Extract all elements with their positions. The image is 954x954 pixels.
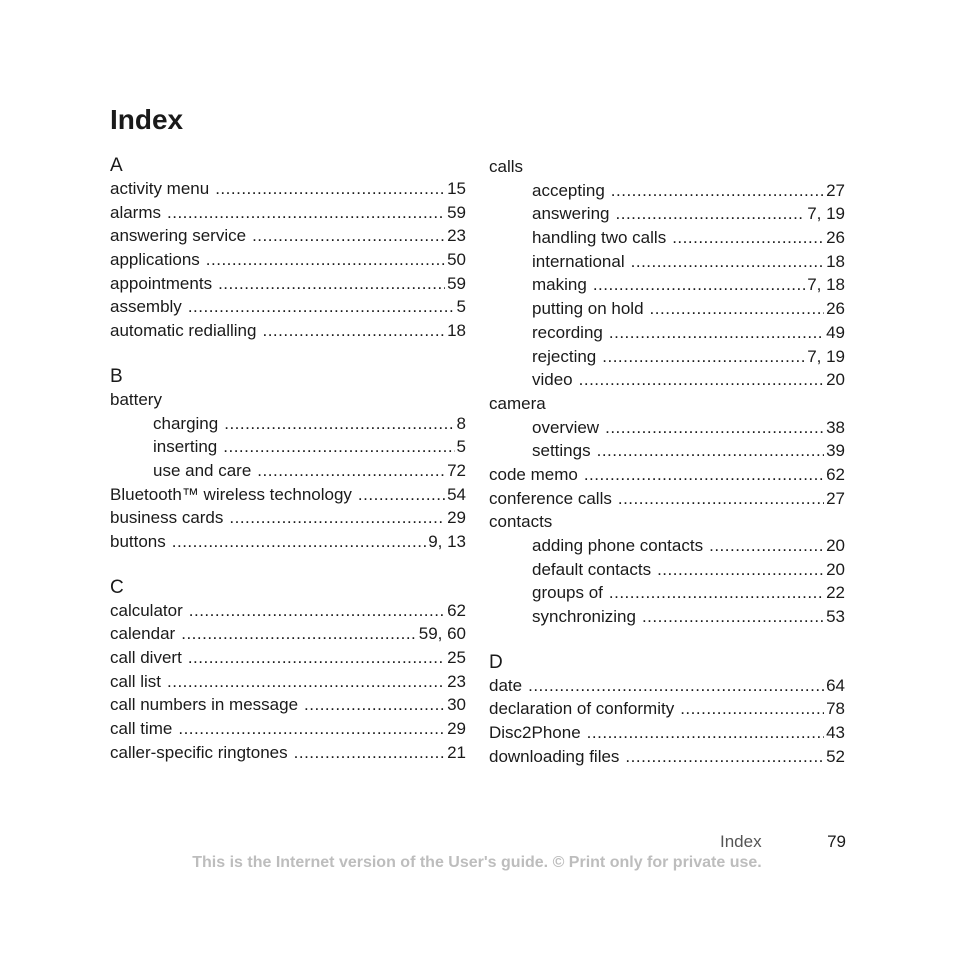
index-page-ref: 62 xyxy=(826,464,845,484)
index-entry xyxy=(110,622,466,646)
index-subentry xyxy=(489,345,845,369)
index-page-ref: 72 xyxy=(447,460,466,480)
dot-leader xyxy=(257,459,445,483)
dot-leader xyxy=(618,487,824,511)
index-page-ref: 5 xyxy=(456,437,466,457)
dot-leader xyxy=(680,697,824,721)
dot-leader xyxy=(358,483,445,507)
index-term: alarms xyxy=(110,202,162,222)
index-entry xyxy=(489,674,845,698)
index-entry xyxy=(110,177,466,201)
dot-leader xyxy=(167,670,445,694)
index-group-b xyxy=(110,483,466,554)
index-entry xyxy=(110,646,466,670)
index-page-ref: 9, 13 xyxy=(428,531,466,551)
index-page-ref: 59 xyxy=(447,273,466,293)
index-page-ref: 23 xyxy=(447,671,466,691)
index-entry xyxy=(110,741,466,765)
index-page-ref: 5 xyxy=(456,297,466,317)
dot-leader xyxy=(642,605,824,629)
index-entry xyxy=(110,319,466,343)
index-page-ref: 53 xyxy=(826,607,845,627)
index-term: video xyxy=(532,370,573,390)
letter-heading-b: B xyxy=(110,365,123,387)
index-subentry xyxy=(489,321,845,345)
index-term: applications xyxy=(110,250,200,270)
index-subentry xyxy=(489,202,845,226)
index-entry xyxy=(110,670,466,694)
index-term: default contacts xyxy=(532,559,652,579)
index-group-battery xyxy=(110,412,466,483)
index-term: recording xyxy=(532,322,603,342)
dot-leader xyxy=(587,721,824,745)
index-entry xyxy=(489,487,845,511)
dot-leader xyxy=(224,412,454,436)
group-spacer xyxy=(110,343,466,366)
letter-heading-a: A xyxy=(110,155,123,176)
index-term: date xyxy=(489,675,523,695)
index-term: groups of xyxy=(532,583,603,603)
index-subentry xyxy=(110,459,466,483)
index-page-ref: 8 xyxy=(456,413,466,433)
index-term: accepting xyxy=(532,180,605,200)
index-entry xyxy=(110,693,466,717)
index-term: calendar xyxy=(110,624,176,644)
index-term: activity menu xyxy=(110,179,210,198)
index-term: synchronizing xyxy=(532,607,636,627)
index-entry xyxy=(110,717,466,741)
index-page-ref: 27 xyxy=(826,488,845,508)
dot-leader xyxy=(189,599,445,623)
dot-leader xyxy=(294,741,445,765)
dot-leader xyxy=(528,674,824,698)
dot-leader xyxy=(709,534,824,558)
index-subentry xyxy=(489,297,845,321)
index-entry xyxy=(110,201,466,225)
index-term: adding phone contacts xyxy=(532,536,704,555)
index-term: automatic redialling xyxy=(110,321,257,341)
dot-leader xyxy=(252,224,445,248)
index-term: answering service xyxy=(110,226,247,246)
index-subentry xyxy=(489,368,845,392)
dot-leader xyxy=(650,297,825,321)
page-number: 79 xyxy=(827,832,846,851)
index-term: charging xyxy=(153,413,219,433)
group-spacer xyxy=(489,629,845,652)
index-entry xyxy=(110,506,466,530)
index-subentry xyxy=(110,435,466,459)
dot-leader xyxy=(218,272,445,296)
index-subentry xyxy=(489,605,845,629)
dot-leader xyxy=(584,463,824,487)
index-subentry xyxy=(489,534,845,558)
index-group-contacts xyxy=(489,534,845,629)
index-term: putting on hold xyxy=(532,299,644,319)
index-subentry xyxy=(489,250,845,274)
dot-leader xyxy=(181,622,417,646)
index-page-ref: 18 xyxy=(826,251,845,271)
group-spacer xyxy=(110,554,466,577)
index-page-ref: 7, 18 xyxy=(807,275,845,295)
index-entry xyxy=(489,463,845,487)
dot-leader xyxy=(609,581,824,605)
index-entry xyxy=(489,721,845,745)
index-page-ref: 29 xyxy=(447,719,466,739)
index-entry xyxy=(110,483,466,507)
index-entry xyxy=(110,530,466,554)
index-page-ref: 23 xyxy=(447,226,466,246)
index-entry xyxy=(489,697,845,721)
index-group-camera xyxy=(489,416,845,463)
index-page-ref: 26 xyxy=(826,228,845,248)
dot-leader xyxy=(657,558,824,582)
index-term: rejecting xyxy=(532,346,597,366)
index-entry xyxy=(489,745,845,769)
dot-leader xyxy=(304,693,445,717)
index-page-ref: 27 xyxy=(826,180,845,200)
index-page-ref: 20 xyxy=(826,536,845,555)
index-term: assembly xyxy=(110,297,182,317)
index-page-ref: 18 xyxy=(447,321,466,341)
footer-section-name: Index xyxy=(720,832,762,851)
dot-leader xyxy=(229,506,445,530)
index-page-ref: 78 xyxy=(826,699,845,719)
index-page-ref: 20 xyxy=(826,370,845,390)
index-term: call numbers in message xyxy=(110,695,299,715)
index-page-ref: 59, 60 xyxy=(418,624,466,644)
index-heading-camera: camera xyxy=(489,393,546,413)
index-entry xyxy=(110,295,466,319)
index-term: inserting xyxy=(153,437,218,457)
index-term: overview xyxy=(532,417,600,437)
dot-leader xyxy=(625,745,824,769)
dot-leader xyxy=(611,179,824,203)
index-page-ref: 7, 19 xyxy=(807,346,845,366)
index-entry xyxy=(110,599,466,623)
index-term: appointments xyxy=(110,273,213,293)
index-subentry xyxy=(489,439,845,463)
index-term: caller-specific ringtones xyxy=(110,742,288,762)
index-subentry xyxy=(489,273,845,297)
dot-leader xyxy=(602,345,805,369)
dot-leader xyxy=(215,177,445,201)
index-page-ref: 7, 19 xyxy=(807,204,845,224)
index-page-ref: 39 xyxy=(826,441,845,461)
index-entry xyxy=(110,272,466,296)
index-page-ref: 15 xyxy=(447,179,466,198)
index-term: call time xyxy=(110,719,173,739)
dot-leader xyxy=(579,368,824,392)
index-page-ref: 29 xyxy=(447,508,466,528)
dot-leader xyxy=(605,416,824,440)
index-page-ref: 59 xyxy=(447,202,466,222)
index-term: declaration of conformity xyxy=(489,699,675,719)
index-group-d xyxy=(489,674,845,769)
index-subentry xyxy=(489,581,845,605)
index-entry xyxy=(110,248,466,272)
letter-heading-c: C xyxy=(110,576,124,598)
index-page-ref: 54 xyxy=(447,484,466,504)
index-group-a xyxy=(110,177,466,343)
index-term: Bluetooth™ wireless technology xyxy=(110,484,352,504)
index-term: conference calls xyxy=(489,488,612,508)
index-term: handling two calls xyxy=(532,228,667,248)
index-term: call divert xyxy=(110,648,182,667)
dot-leader xyxy=(593,273,805,297)
index-term: calculator xyxy=(110,600,183,620)
index-term: buttons xyxy=(110,531,166,551)
index-term: code memo xyxy=(489,464,578,484)
index-page-ref: 62 xyxy=(447,600,466,620)
index-entry xyxy=(110,224,466,248)
index-term: call list xyxy=(110,671,162,691)
footer-notice: This is the Internet version of the User's guide. © Print only for private use. xyxy=(192,854,762,871)
dot-leader xyxy=(631,250,824,274)
index-page-ref: 22 xyxy=(826,583,845,603)
index-heading-calls: calls xyxy=(489,157,524,176)
index-column-right xyxy=(489,155,845,769)
index-term: settings xyxy=(532,441,591,461)
index-term: international xyxy=(532,251,625,271)
index-term: downloading files xyxy=(489,746,620,766)
dot-leader xyxy=(616,202,806,226)
dot-leader xyxy=(178,717,445,741)
index-group-c-continued xyxy=(489,463,845,510)
dot-leader xyxy=(597,439,824,463)
index-term: business cards xyxy=(110,508,224,528)
index-subentry xyxy=(489,179,845,203)
page-footer xyxy=(720,832,846,852)
dot-leader xyxy=(188,646,445,670)
index-heading-battery: battery xyxy=(110,389,162,409)
index-page-ref: 26 xyxy=(826,299,845,319)
index-term: use and care xyxy=(153,460,252,480)
index-column-left xyxy=(110,155,466,764)
index-page-ref: 25 xyxy=(447,648,466,667)
index-page-ref: 30 xyxy=(447,695,466,715)
dot-leader xyxy=(188,295,455,319)
dot-leader xyxy=(609,321,824,345)
page-title: Index xyxy=(110,104,184,135)
index-term: making xyxy=(532,275,587,295)
index-subentry xyxy=(110,412,466,436)
index-page-ref: 38 xyxy=(826,417,845,437)
index-heading-contacts: contacts xyxy=(489,512,553,532)
dot-leader xyxy=(672,226,824,250)
index-subentry xyxy=(489,226,845,250)
index-subentry xyxy=(489,558,845,582)
index-page-ref: 64 xyxy=(826,675,845,695)
index-page-ref: 20 xyxy=(826,559,845,579)
index-term: Disc2Phone xyxy=(489,723,581,743)
index-page-ref: 43 xyxy=(826,723,845,743)
letter-heading-d: D xyxy=(489,651,503,673)
dot-leader xyxy=(167,201,445,225)
dot-leader xyxy=(206,248,445,272)
index-page-ref: 52 xyxy=(826,746,845,766)
dot-leader xyxy=(262,319,445,343)
index-page-ref: 50 xyxy=(447,250,466,270)
index-subentry xyxy=(489,416,845,440)
index-page-ref: 49 xyxy=(826,322,845,342)
dot-leader xyxy=(172,530,426,554)
index-page-ref: 21 xyxy=(447,742,466,762)
index-term: answering xyxy=(532,204,610,224)
dot-leader xyxy=(223,435,454,459)
index-group-c xyxy=(110,599,466,765)
index-group-calls xyxy=(489,179,845,392)
